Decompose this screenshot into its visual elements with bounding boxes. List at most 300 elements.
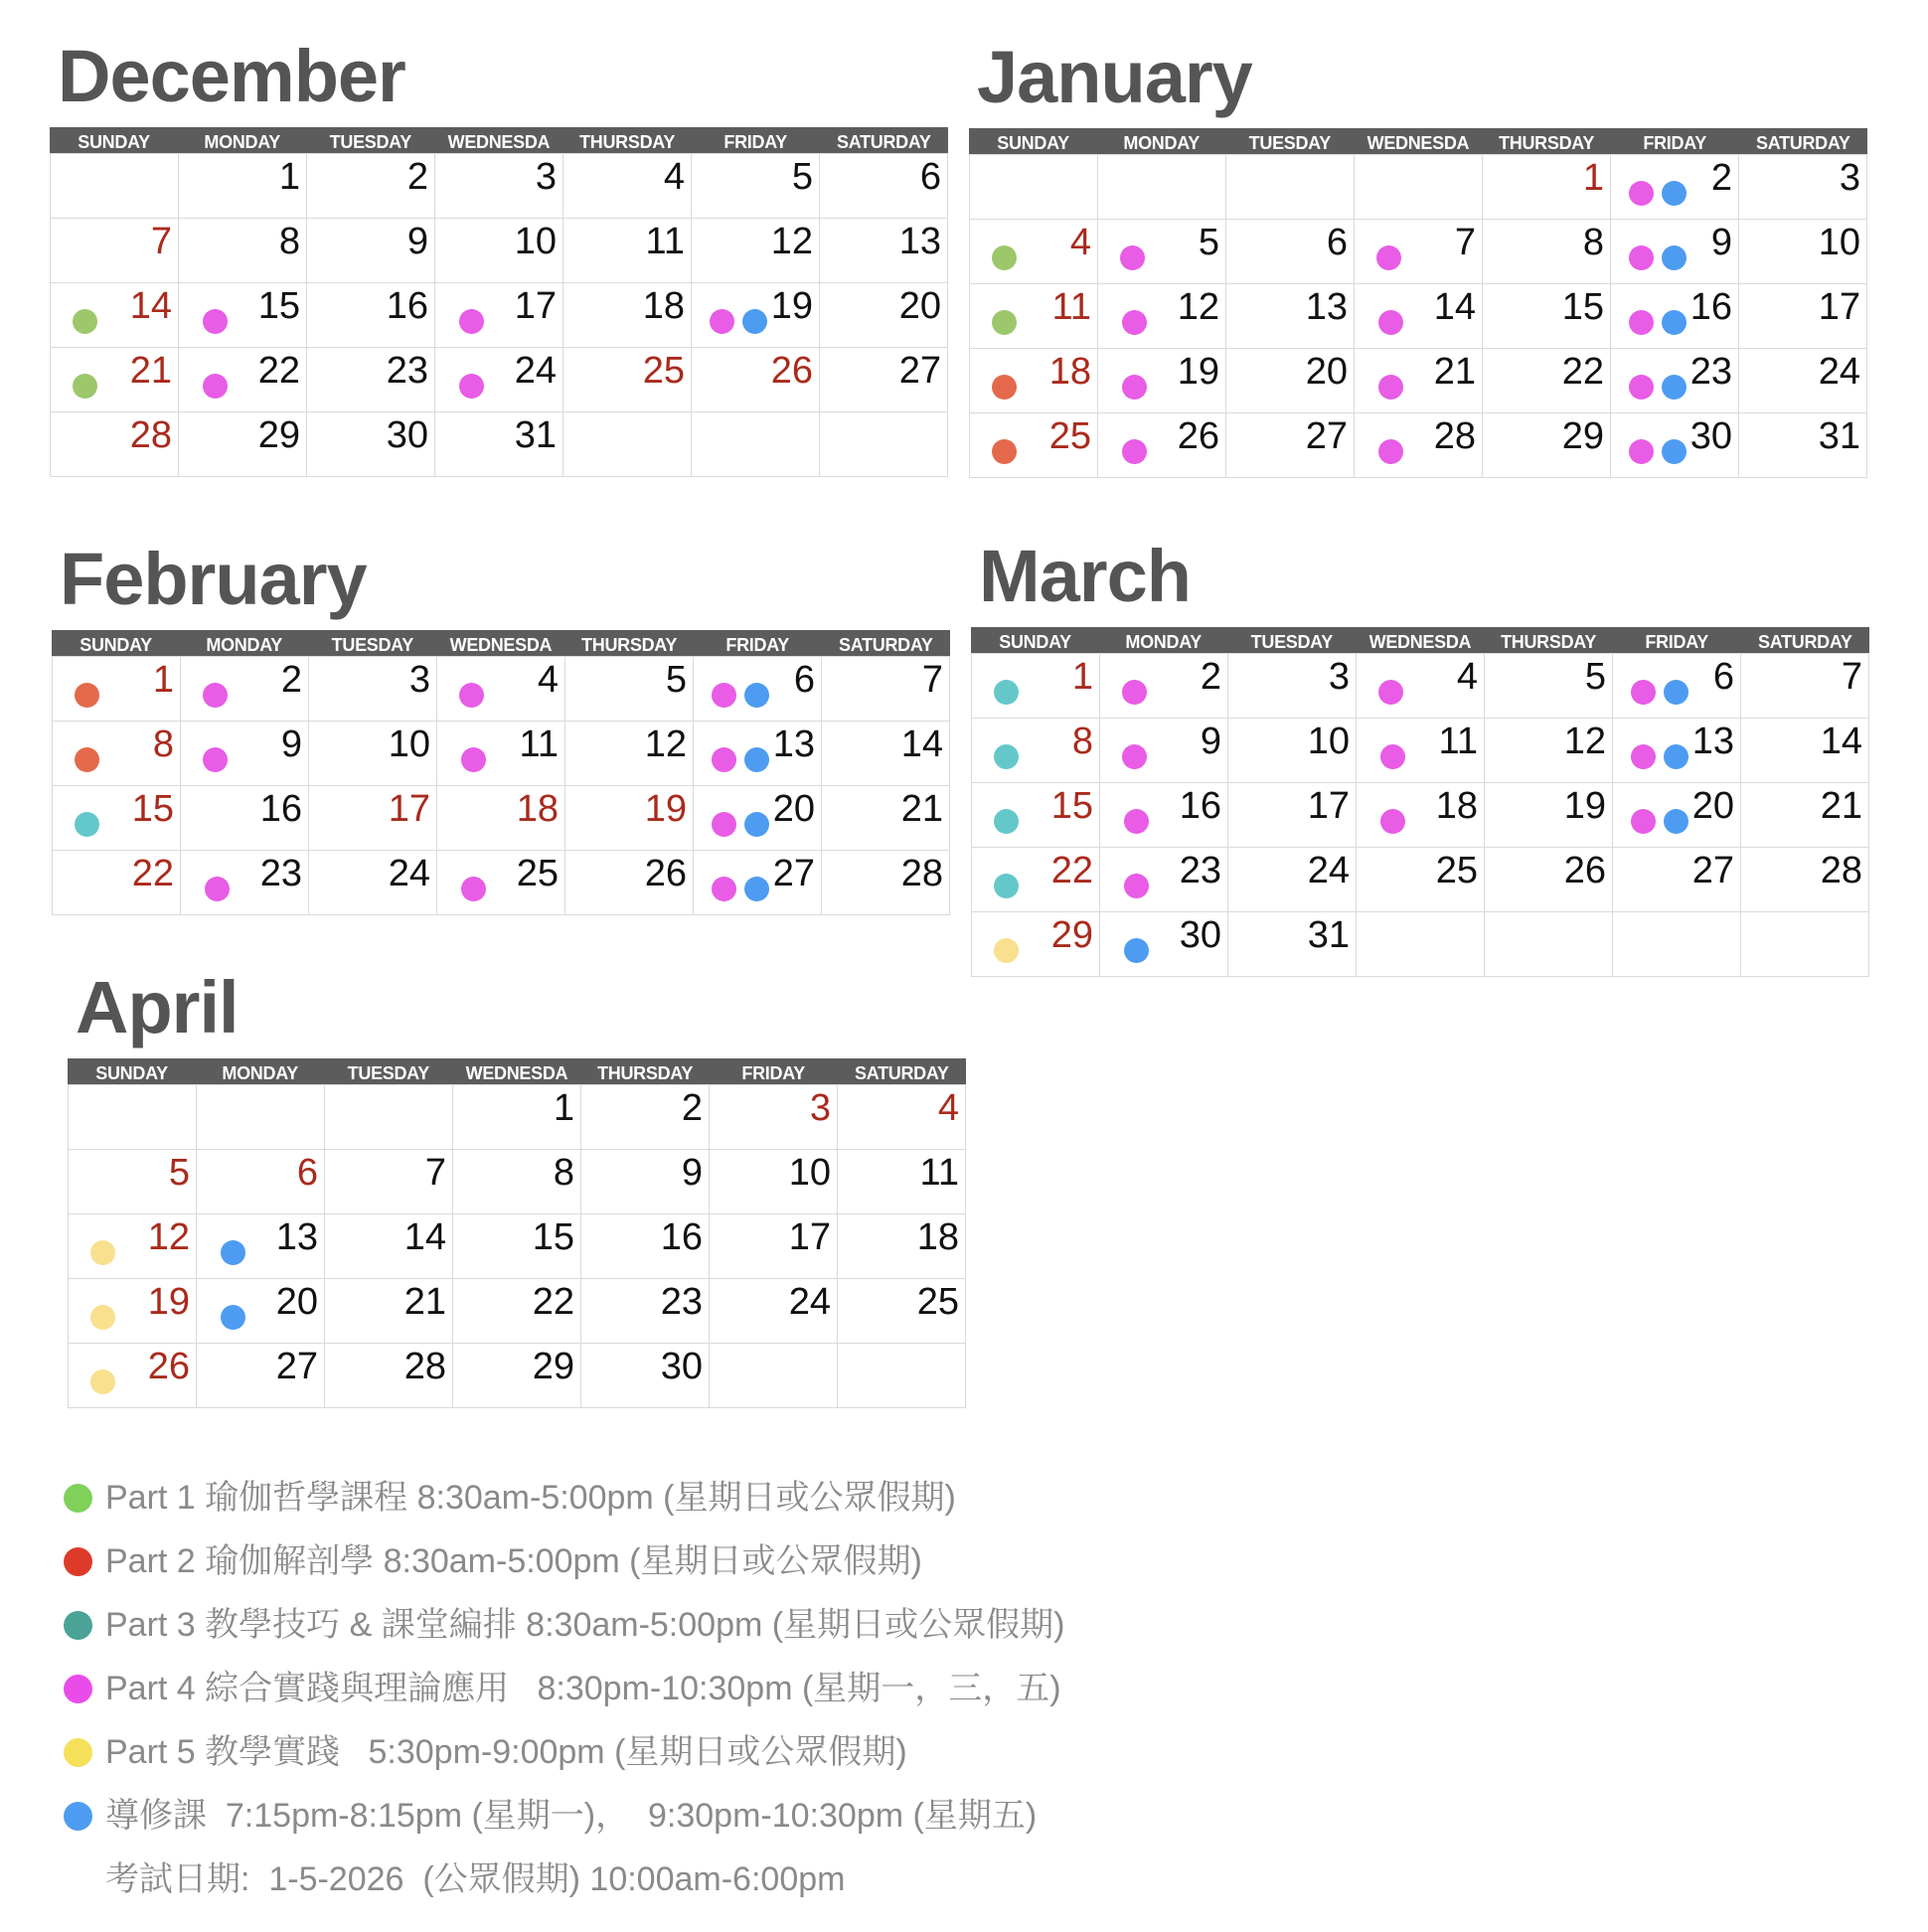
month-title: March: [979, 535, 1191, 617]
day-cell[interactable]: [970, 413, 1098, 478]
weekday-header: WEDNESDA: [1366, 133, 1470, 153]
week-row: [53, 786, 950, 851]
weekday-header-row: [971, 627, 1869, 653]
day-number: 21: [900, 788, 943, 830]
day-cell[interactable]: [970, 220, 1098, 284]
day-cell[interactable]: [1739, 413, 1867, 478]
day-cell[interactable]: [1739, 284, 1867, 349]
weekday-header-row: [52, 630, 950, 656]
day-number: 28: [1820, 850, 1862, 891]
day-cell[interactable]: [565, 657, 694, 722]
day-cell[interactable]: [820, 283, 948, 348]
day-cell[interactable]: [453, 1085, 581, 1150]
day-cell[interactable]: [710, 1085, 838, 1150]
session-markers: [1378, 310, 1403, 335]
day-cell[interactable]: [1100, 719, 1228, 783]
day-cell[interactable]: [1483, 155, 1611, 220]
day-number: 31: [1818, 415, 1860, 457]
day-cell[interactable]: [1611, 284, 1739, 349]
day-cell[interactable]: [181, 786, 309, 851]
day-cell[interactable]: [838, 1279, 966, 1344]
session-dot-icon: [90, 1305, 115, 1330]
day-cell[interactable]: [325, 1150, 453, 1214]
day-cell[interactable]: [1483, 284, 1611, 349]
day-number: 23: [1179, 850, 1221, 891]
day-cell[interactable]: [822, 657, 950, 722]
session-markers: [1378, 439, 1403, 464]
day-cell[interactable]: [692, 348, 820, 412]
day-cell[interactable]: [838, 1344, 966, 1408]
session-dot-icon: [203, 309, 228, 334]
day-cell[interactable]: [838, 1150, 966, 1214]
day-cell[interactable]: [1485, 654, 1613, 719]
day-cell[interactable]: [1357, 783, 1485, 848]
week-row: [69, 1150, 966, 1214]
session-markers: [203, 309, 228, 334]
calendar-grid: [52, 630, 950, 915]
day-cell[interactable]: [1226, 349, 1355, 413]
day-cell[interactable]: [581, 1344, 710, 1408]
day-cell[interactable]: [694, 786, 822, 851]
day-cell[interactable]: [692, 283, 820, 348]
day-cell[interactable]: [972, 912, 1100, 977]
day-number: 20: [275, 1281, 318, 1323]
session-markers: [1629, 310, 1687, 335]
day-cell[interactable]: [1357, 719, 1485, 783]
day-number-holiday: 19: [147, 1281, 190, 1323]
day-number: 30: [660, 1346, 703, 1387]
weekday-header: THURSDAY: [1499, 133, 1595, 153]
day-number: 9: [1200, 721, 1221, 762]
day-cell[interactable]: [581, 1279, 710, 1344]
day-number: 4: [663, 156, 685, 198]
day-cell[interactable]: [692, 412, 820, 477]
day-cell[interactable]: [1098, 155, 1226, 220]
day-cell[interactable]: [1228, 912, 1357, 977]
day-number: 9: [681, 1152, 703, 1194]
weekday-header: THURSDAY: [597, 1063, 694, 1083]
day-cell[interactable]: [1357, 912, 1485, 977]
day-cell[interactable]: [325, 1214, 453, 1279]
session-dot-icon: [1662, 310, 1687, 335]
session-markers: [992, 310, 1017, 335]
day-cell[interactable]: [437, 786, 565, 851]
legend-dot-icon: [64, 1738, 92, 1767]
day-number-holiday: 19: [644, 788, 687, 830]
day-number: 15: [1561, 286, 1604, 328]
day-cell[interactable]: [820, 348, 948, 412]
day-cell[interactable]: [1483, 220, 1611, 284]
day-cell[interactable]: [1100, 848, 1228, 912]
session-dot-icon: [1629, 245, 1654, 270]
day-cell[interactable]: [970, 155, 1098, 220]
day-cell[interactable]: [972, 783, 1100, 848]
day-cell[interactable]: [309, 722, 437, 786]
day-number: 31: [514, 414, 557, 456]
day-cell[interactable]: [69, 1150, 197, 1214]
day-cell[interactable]: [309, 786, 437, 851]
day-cell[interactable]: [1611, 220, 1739, 284]
day-number: 2: [406, 156, 428, 198]
day-cell[interactable]: [972, 848, 1100, 912]
day-number: 22: [532, 1281, 574, 1323]
day-cell[interactable]: [197, 1214, 325, 1279]
day-cell[interactable]: [197, 1279, 325, 1344]
day-cell[interactable]: [1739, 220, 1867, 284]
day-cell[interactable]: [435, 283, 563, 348]
day-cell[interactable]: [69, 1214, 197, 1279]
day-cell[interactable]: [1100, 912, 1228, 977]
day-cell[interactable]: [69, 1344, 197, 1408]
day-cell[interactable]: [51, 348, 179, 412]
day-cell[interactable]: [1098, 284, 1226, 349]
day-cell[interactable]: [51, 283, 179, 348]
day-cell[interactable]: [325, 1085, 453, 1150]
day-number: 27: [275, 1346, 318, 1387]
week-row: [972, 654, 1869, 719]
day-cell[interactable]: [1098, 220, 1226, 284]
day-number: 10: [514, 221, 557, 262]
day-cell[interactable]: [1355, 413, 1483, 478]
day-number: 10: [788, 1152, 831, 1194]
session-markers: [712, 683, 769, 708]
day-number: 27: [1305, 415, 1348, 457]
day-cell[interactable]: [51, 219, 179, 283]
day-cell[interactable]: [1485, 912, 1613, 977]
day-cell[interactable]: [1226, 284, 1355, 349]
day-cell[interactable]: [307, 348, 435, 412]
day-cell[interactable]: [453, 1214, 581, 1279]
day-number: 23: [259, 853, 302, 894]
day-cell[interactable]: [1613, 719, 1741, 783]
day-number: 12: [770, 221, 813, 262]
day-cell[interactable]: [1228, 654, 1357, 719]
day-cell[interactable]: [435, 154, 563, 219]
day-number: 28: [1433, 415, 1476, 457]
day-cell[interactable]: [307, 219, 435, 283]
day-cell[interactable]: [309, 657, 437, 722]
day-cell[interactable]: [1739, 349, 1867, 413]
session-markers: [1378, 375, 1403, 400]
day-cell[interactable]: [565, 786, 694, 851]
week-row: [69, 1214, 966, 1279]
day-cell[interactable]: [437, 851, 565, 915]
day-number: 16: [386, 285, 428, 327]
day-number: 19: [1177, 351, 1219, 393]
day-cell[interactable]: [694, 851, 822, 915]
day-number-holiday: 6: [296, 1152, 318, 1194]
day-cell[interactable]: [1741, 783, 1869, 848]
day-cell[interactable]: [692, 154, 820, 219]
day-number: 5: [665, 659, 687, 701]
day-cell[interactable]: [692, 219, 820, 283]
day-cell[interactable]: [1611, 155, 1739, 220]
week-row: [51, 283, 948, 348]
day-number: 18: [916, 1216, 959, 1258]
session-dot-icon: [712, 683, 736, 708]
calendar-grid: [969, 128, 1867, 478]
weekday-header: SUNDAY: [80, 635, 152, 655]
weekday-header: TUESDAY: [1248, 133, 1331, 153]
day-number: 20: [772, 788, 815, 830]
day-cell[interactable]: [197, 1150, 325, 1214]
day-number-holiday: 3: [809, 1087, 831, 1129]
day-cell[interactable]: [179, 154, 307, 219]
session-markers: [994, 809, 1019, 834]
day-cell[interactable]: [325, 1279, 453, 1344]
day-cell[interactable]: [1226, 155, 1355, 220]
day-number: 21: [403, 1281, 446, 1323]
weekday-header: FRIDAY: [1643, 133, 1706, 153]
day-number: 10: [388, 724, 430, 765]
day-cell[interactable]: [1355, 284, 1483, 349]
day-number: 31: [1307, 914, 1350, 956]
day-cell[interactable]: [69, 1085, 197, 1150]
session-dot-icon: [1629, 310, 1654, 335]
day-number: 2: [681, 1087, 703, 1129]
day-cell[interactable]: [1357, 654, 1485, 719]
session-dot-icon: [994, 809, 1019, 834]
week-row: [970, 413, 1867, 478]
session-dot-icon: [1376, 245, 1401, 270]
day-cell[interactable]: [563, 219, 692, 283]
session-dot-icon: [459, 309, 484, 334]
day-cell[interactable]: [694, 722, 822, 786]
day-grid: [971, 653, 1869, 977]
day-cell[interactable]: [822, 786, 950, 851]
legend-dot-icon: [64, 1484, 92, 1513]
day-cell[interactable]: [838, 1214, 966, 1279]
session-dot-icon: [1662, 375, 1687, 400]
day-cell[interactable]: [1226, 220, 1355, 284]
day-cell[interactable]: [1613, 654, 1741, 719]
day-number: 13: [898, 221, 941, 262]
day-number: 28: [900, 853, 943, 894]
day-number: 3: [535, 156, 557, 198]
day-cell[interactable]: [307, 283, 435, 348]
session-markers: [1122, 375, 1147, 400]
day-cell[interactable]: [1739, 155, 1867, 220]
exam-note: 考試日期: 1-5-2026 (公眾假期) 10:00am-6:00pm: [105, 1860, 846, 1898]
week-row: [972, 719, 1869, 783]
day-number-holiday: 15: [131, 788, 174, 830]
day-number: 12: [1563, 721, 1606, 762]
day-cell[interactable]: [1098, 413, 1226, 478]
day-number: 2: [1200, 656, 1221, 698]
session-dot-icon: [75, 812, 99, 837]
day-cell[interactable]: [565, 851, 694, 915]
day-cell[interactable]: [1228, 783, 1357, 848]
day-cell[interactable]: [563, 348, 692, 412]
day-cell[interactable]: [970, 284, 1098, 349]
weekday-header: MONDAY: [204, 132, 280, 152]
day-cell[interactable]: [53, 851, 181, 915]
weekday-header: MONDAY: [1125, 632, 1202, 652]
day-number: 26: [644, 853, 687, 894]
day-cell[interactable]: [435, 412, 563, 477]
month-title: December: [58, 35, 405, 117]
day-cell[interactable]: [694, 657, 822, 722]
session-dot-icon: [75, 683, 99, 708]
weekday-header: SUNDAY: [78, 132, 150, 152]
day-cell[interactable]: [1226, 413, 1355, 478]
day-number: 7: [1841, 656, 1862, 698]
day-cell[interactable]: [1741, 719, 1869, 783]
month-title: February: [60, 538, 367, 620]
day-cell[interactable]: [1611, 349, 1739, 413]
day-cell[interactable]: [325, 1344, 453, 1408]
calendar-grid: [971, 627, 1869, 977]
day-cell[interactable]: [437, 722, 565, 786]
day-cell[interactable]: [820, 154, 948, 219]
day-number: 11: [519, 724, 559, 765]
day-cell[interactable]: [307, 154, 435, 219]
day-cell[interactable]: [1613, 912, 1741, 977]
day-cell[interactable]: [581, 1214, 710, 1279]
week-row: [972, 848, 1869, 912]
day-cell[interactable]: [581, 1085, 710, 1150]
weekday-header-row: [969, 128, 1867, 154]
session-dot-icon: [1124, 809, 1149, 834]
day-cell[interactable]: [437, 657, 565, 722]
month-title: April: [76, 966, 239, 1048]
day-number: 17: [1818, 286, 1860, 328]
day-cell[interactable]: [197, 1085, 325, 1150]
day-cell[interactable]: [179, 219, 307, 283]
weekday-header: WEDNESDA: [449, 635, 553, 655]
day-cell[interactable]: [179, 412, 307, 477]
day-cell[interactable]: [822, 851, 950, 915]
session-markers: [710, 309, 767, 334]
day-cell[interactable]: [972, 654, 1100, 719]
day-cell[interactable]: [563, 412, 692, 477]
day-cell[interactable]: [565, 722, 694, 786]
session-dot-icon: [742, 309, 767, 334]
day-cell[interactable]: [181, 851, 309, 915]
session-dot-icon: [712, 747, 736, 772]
day-number: 28: [403, 1346, 446, 1387]
day-cell[interactable]: [822, 722, 950, 786]
day-cell[interactable]: [51, 154, 179, 219]
day-cell[interactable]: [309, 851, 437, 915]
day-cell[interactable]: [710, 1150, 838, 1214]
day-cell[interactable]: [1100, 783, 1228, 848]
day-cell[interactable]: [1355, 349, 1483, 413]
weekday-header-row: [50, 127, 948, 153]
day-cell[interactable]: [307, 412, 435, 477]
day-cell[interactable]: [710, 1279, 838, 1344]
day-cell[interactable]: [710, 1344, 838, 1408]
day-number-holiday: 14: [129, 285, 172, 327]
weekday-header: TUESDAY: [331, 635, 413, 655]
day-number-holiday: 29: [1050, 914, 1093, 956]
day-cell[interactable]: [181, 722, 309, 786]
day-cell[interactable]: [53, 722, 181, 786]
day-cell[interactable]: [563, 154, 692, 219]
weekday-header: MONDAY: [222, 1063, 298, 1083]
day-cell[interactable]: [1485, 848, 1613, 912]
session-markers: [73, 374, 97, 399]
day-cell[interactable]: [53, 657, 181, 722]
day-cell[interactable]: [1357, 848, 1485, 912]
day-cell[interactable]: [1100, 654, 1228, 719]
day-cell[interactable]: [69, 1279, 197, 1344]
day-cell[interactable]: [563, 283, 692, 348]
day-cell[interactable]: [453, 1150, 581, 1214]
session-markers: [1124, 874, 1149, 898]
day-cell[interactable]: [53, 786, 181, 851]
session-markers: [712, 812, 769, 837]
session-markers: [712, 747, 769, 772]
day-cell[interactable]: [838, 1085, 966, 1150]
session-dot-icon: [744, 683, 769, 708]
day-number: 24: [514, 350, 557, 392]
day-number: 18: [642, 285, 685, 327]
day-cell[interactable]: [1613, 783, 1741, 848]
week-row: [51, 412, 948, 477]
day-cell[interactable]: [197, 1344, 325, 1408]
day-cell[interactable]: [1355, 220, 1483, 284]
day-cell[interactable]: [972, 719, 1100, 783]
day-cell[interactable]: [51, 412, 179, 477]
day-cell[interactable]: [710, 1214, 838, 1279]
day-cell[interactable]: [1611, 413, 1739, 478]
day-cell[interactable]: [181, 657, 309, 722]
day-cell[interactable]: [1741, 654, 1869, 719]
day-cell[interactable]: [1355, 155, 1483, 220]
week-row: [972, 912, 1869, 977]
weekday-header: SUNDAY: [997, 133, 1069, 153]
day-cell[interactable]: [970, 349, 1098, 413]
day-cell[interactable]: [179, 348, 307, 412]
day-number: 20: [1305, 351, 1348, 393]
day-cell[interactable]: [1483, 413, 1611, 478]
day-number: 9: [406, 221, 428, 262]
session-markers: [461, 747, 486, 772]
day-cell[interactable]: [1613, 848, 1741, 912]
session-dot-icon: [75, 747, 99, 772]
day-cell[interactable]: [453, 1344, 581, 1408]
day-cell[interactable]: [1098, 349, 1226, 413]
session-markers: [712, 877, 769, 901]
day-cell[interactable]: [820, 219, 948, 283]
day-cell[interactable]: [1228, 848, 1357, 912]
session-markers: [1629, 375, 1687, 400]
day-number: 8: [1582, 222, 1604, 263]
day-number: 13: [275, 1216, 318, 1258]
day-cell[interactable]: [179, 283, 307, 348]
weekday-header: TUESDAY: [1250, 632, 1333, 652]
day-cell[interactable]: [1228, 719, 1357, 783]
day-cell[interactable]: [435, 348, 563, 412]
legend-item: [64, 1730, 1356, 1794]
day-cell[interactable]: [581, 1150, 710, 1214]
day-cell[interactable]: [1741, 912, 1869, 977]
day-cell[interactable]: [820, 412, 948, 477]
day-number-holiday: 1: [1071, 656, 1093, 698]
day-cell[interactable]: [1741, 848, 1869, 912]
day-cell[interactable]: [453, 1279, 581, 1344]
session-dot-icon: [1122, 439, 1147, 464]
day-cell[interactable]: [1483, 349, 1611, 413]
day-number: 29: [532, 1346, 574, 1387]
day-cell[interactable]: [1485, 783, 1613, 848]
week-row: [69, 1085, 966, 1150]
day-cell[interactable]: [1485, 719, 1613, 783]
weekday-header: FRIDAY: [741, 1063, 805, 1083]
week-row: [970, 284, 1867, 349]
day-cell[interactable]: [435, 219, 563, 283]
